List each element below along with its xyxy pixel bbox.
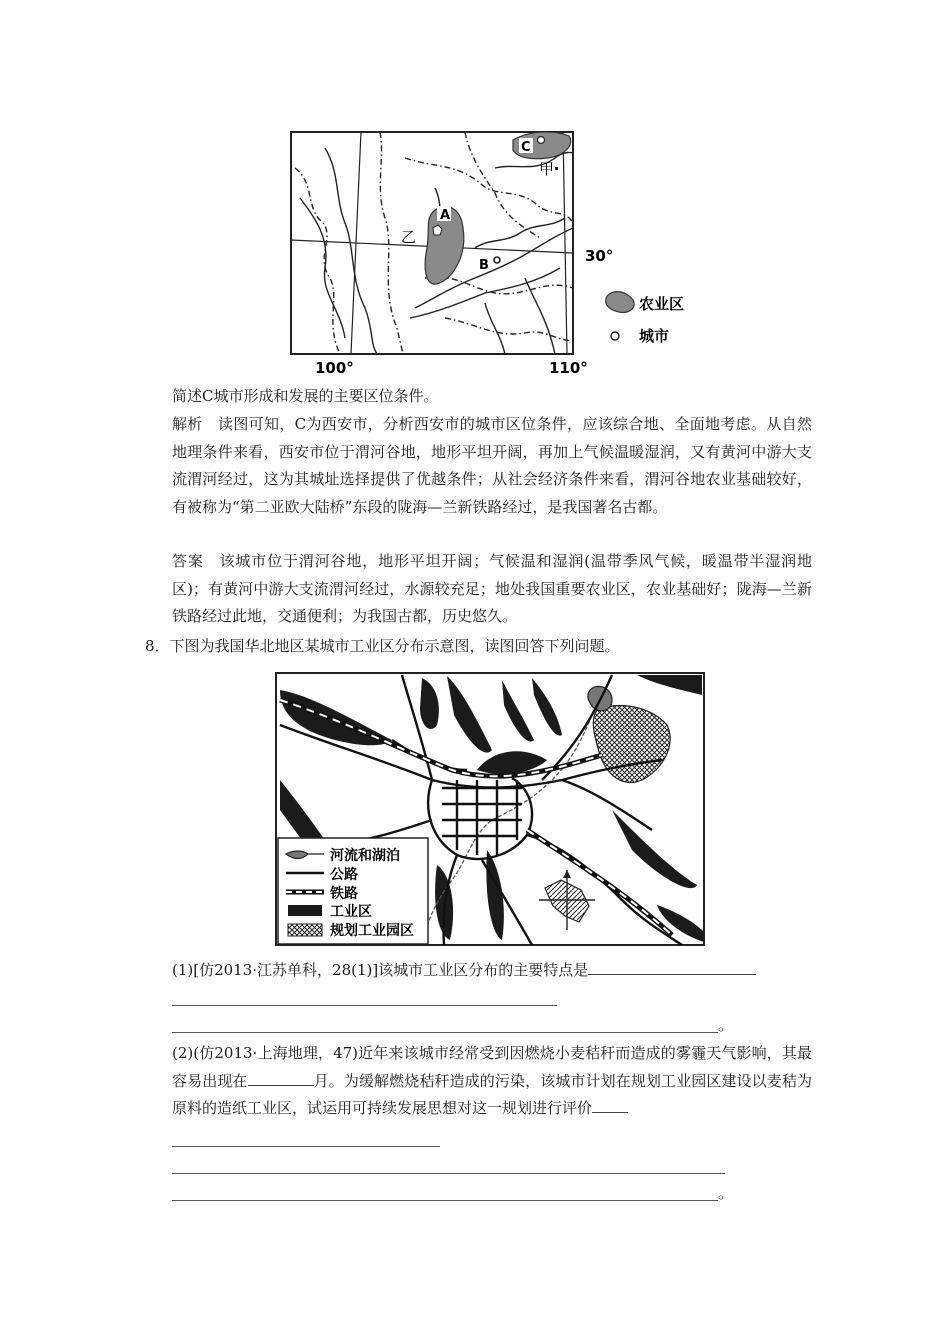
- label-a: A: [440, 208, 451, 223]
- planned-legend-symbol: [288, 924, 322, 936]
- q8-sub2-blank[interactable]: [592, 1096, 628, 1113]
- q7-question: 简述C城市形成和发展的主要区位条件。: [172, 387, 439, 405]
- q8-sub2: [172, 1040, 812, 1123]
- label-lat30: 30°: [585, 247, 614, 265]
- q8-month-blank[interactable]: [248, 1069, 314, 1086]
- label-lon110: 110°: [549, 359, 588, 377]
- answer-line[interactable]: [172, 1032, 718, 1033]
- analysis-text: 读图可知，C为西安市，分析西安市的城市区位条件，应该综合地、全面地考虑。从自然地理条件来看，西安市位于渭河谷地，地形平坦开阔，再加上气候温暖湿润，又有黄河中游大支流渭河经过，这为其城址选择提供了优越条件；从社会经济条件来看，渭河谷地农业基础较好，有被称为“第二亚欧大陆桥”东段的陇海—兰新铁路经过，是我国著名古都。: [172, 415, 812, 516]
- label-c: C: [521, 140, 531, 155]
- answer-text: 该城市位于渭河谷地，地形平坦开阔；气候温和湿润(温带季风气候，暖温带半湿润地区)；有黄河中游大支流渭河经过，水源较充足；地处我国重要农业区，农业基础好；陇海—兰新铁路经过此地，交通便利；为我国古都，历史悠久。: [172, 552, 812, 625]
- period: 。: [718, 1184, 734, 1202]
- legend-planned: 规划工业园区: [330, 923, 414, 939]
- city-legend-symbol: [611, 332, 619, 340]
- legend-river: 河流和湖泊: [330, 848, 400, 864]
- q8-sub1-text: (1)[仿2013·江苏单科，28(1)]该城市工业区分布的主要特点是: [172, 961, 589, 979]
- label-yi: 乙: [401, 228, 417, 246]
- answer-line[interactable]: [172, 1173, 725, 1174]
- period: 。: [718, 1016, 734, 1034]
- map-china-agri: [285, 128, 705, 378]
- label-lon100: 100°: [315, 359, 354, 377]
- q8-sub2-text-a: (2)(仿2013·上海地理，47)近年来该城市经常受到因燃烧小麦秸秆而造成的雾霾天气影响，其最容易出现在: [172, 1044, 812, 1090]
- q8-sub1-blank[interactable]: [588, 958, 756, 975]
- q8-sub1: [172, 957, 812, 984]
- legend-agri: 农业区: [639, 295, 685, 313]
- q7-analysis: [172, 411, 812, 521]
- q8-number: 8．: [145, 637, 170, 655]
- legend-road: 公路: [330, 867, 358, 883]
- legend-city: 城市: [639, 327, 670, 345]
- analysis-label: 解析: [172, 415, 203, 433]
- legend-rail: 铁路: [330, 886, 358, 902]
- answer-label: 答案: [172, 552, 204, 570]
- answer-line[interactable]: [172, 1200, 718, 1201]
- agri-legend-symbol: [606, 292, 634, 313]
- industry-legend-symbol: [288, 905, 322, 916]
- q7-answer: [172, 548, 812, 631]
- map-city-industry: [272, 670, 708, 948]
- label-jia: 甲: [539, 160, 555, 178]
- q8-sub2-text-b: 月。为缓解燃烧秸秆造成的污染，该城市计划在规划工业园区建设以麦秸为原料的造纸工业区，试运用可持续发展思想对这一规划进行评价: [172, 1071, 812, 1117]
- answer-line[interactable]: [172, 1005, 557, 1006]
- q8-intro: [145, 633, 825, 660]
- legend-industry: 工业区: [330, 904, 372, 920]
- label-b: B: [479, 258, 489, 273]
- q8-intro-text: 下图为我国华北地区某城市工业区分布示意图，读图回答下列问题。: [169, 637, 620, 655]
- answer-line[interactable]: [172, 1146, 440, 1147]
